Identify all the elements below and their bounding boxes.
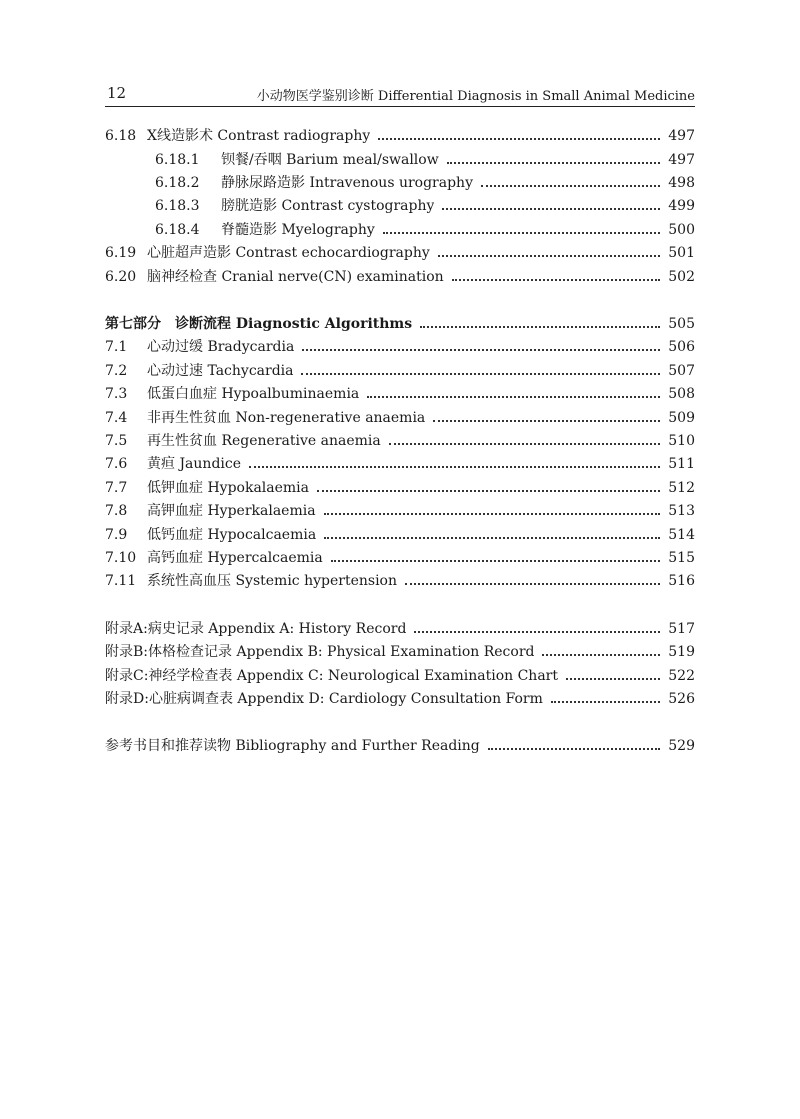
entry-title: 再生性贫血 Regenerative anaemia	[147, 432, 381, 449]
entry-title: 非再生性贫血 Non-regenerative anaemia	[147, 409, 426, 426]
entry-number: 7.11	[105, 573, 137, 590]
toc-entry[interactable]	[105, 383, 695, 406]
entry-number: 7.6	[105, 456, 128, 473]
toc-appendix[interactable]	[105, 664, 695, 687]
dot-leader	[302, 336, 660, 351]
toc-appendix[interactable]	[105, 688, 695, 711]
entry-page: 506	[668, 339, 695, 356]
toc-entry[interactable]	[105, 430, 695, 453]
entry-number: 6.18.2	[155, 175, 200, 192]
section-gap	[105, 593, 695, 617]
dot-leader	[452, 265, 661, 280]
entry-page: 508	[668, 386, 695, 403]
table-of-contents	[105, 125, 695, 758]
dot-leader	[301, 360, 660, 375]
toc-entry[interactable]	[105, 547, 695, 570]
dot-leader	[433, 406, 660, 421]
entry-page: 526	[668, 690, 695, 707]
dot-leader	[324, 523, 660, 538]
entry-title: 心脏超声造影 Contrast echocardiography	[147, 245, 430, 262]
entry-title: X线造影术 Contrast radiography	[147, 128, 371, 145]
entry-page: 500	[668, 221, 695, 238]
entry-page: 517	[668, 620, 695, 637]
toc-entry[interactable]	[105, 523, 695, 546]
toc-entry[interactable]	[105, 242, 695, 265]
dot-leader	[542, 641, 660, 656]
entry-page: 516	[668, 573, 695, 590]
toc-part-heading[interactable]	[105, 313, 695, 336]
entry-page: 514	[668, 526, 695, 543]
dot-leader	[317, 476, 660, 491]
entry-number: 7.1	[105, 339, 128, 356]
entry-title: 钡餐/吞咽 Barium meal/swallow	[221, 151, 439, 168]
dot-leader	[438, 242, 661, 257]
dot-leader	[249, 453, 660, 468]
entry-title: 系统性高血压 Systemic hypertension	[147, 573, 397, 590]
dot-leader	[378, 125, 660, 140]
entry-page: 529	[668, 738, 695, 755]
dot-leader	[383, 219, 660, 234]
toc-entry[interactable]	[105, 476, 695, 499]
entry-title: 膀胱造影 Contrast cystography	[221, 198, 435, 215]
entry-page: 522	[668, 667, 695, 684]
entry-number: 6.18.1	[155, 151, 200, 168]
entry-number: 7.2	[105, 362, 128, 379]
toc-entry[interactable]	[105, 453, 695, 476]
entry-number: 6.18	[105, 128, 137, 145]
entry-number: 6.19	[105, 245, 137, 262]
dot-leader	[324, 500, 661, 515]
toc-entry[interactable]	[105, 336, 695, 359]
toc-entry[interactable]	[105, 125, 695, 148]
dot-leader	[414, 617, 660, 632]
entry-title: 脊髓造影 Myelography	[221, 221, 375, 238]
dot-leader	[442, 195, 660, 210]
entry-title: 高钙血症 Hypercalcaemia	[147, 549, 323, 566]
entry-page: 501	[668, 245, 695, 262]
entry-page: 499	[668, 198, 695, 215]
dot-leader	[447, 148, 661, 163]
toc-bibliography[interactable]	[105, 735, 695, 758]
entry-page: 515	[668, 549, 695, 566]
entry-title: 高钾血症 Hyperkalaemia	[147, 503, 316, 520]
part-title: 第七部分 诊断流程 Diagnostic Algorithms	[105, 316, 413, 333]
dot-leader	[551, 688, 660, 703]
entry-page: 497	[668, 151, 695, 168]
dot-leader	[405, 570, 660, 585]
entry-number: 6.18.3	[155, 198, 200, 215]
entry-number: 7.4	[105, 409, 128, 426]
section-gap	[105, 711, 695, 735]
bibliography-title: 参考书目和推荐读物 Bibliography and Further Reading	[105, 738, 480, 755]
part-page: 505	[668, 316, 695, 333]
entry-number: 7.8	[105, 503, 128, 520]
entry-number: 7.10	[105, 549, 137, 566]
entry-page: 497	[668, 128, 695, 145]
entry-page: 513	[668, 503, 695, 520]
entry-title: 静脉尿路造影 Intravenous urography	[221, 175, 473, 192]
appendix-title: 附录A:病史记录 Appendix A: History Record	[105, 620, 407, 637]
toc-entry[interactable]	[105, 406, 695, 429]
entry-number: 6.20	[105, 268, 137, 285]
dot-leader	[488, 735, 661, 750]
entry-page: 519	[668, 644, 695, 661]
dot-leader	[331, 547, 661, 562]
entry-title: 心动过速 Tachycardia	[147, 362, 294, 379]
toc-entry[interactable]	[105, 265, 695, 288]
toc-entry[interactable]	[105, 570, 695, 593]
entry-page: 509	[668, 409, 695, 426]
entry-page: 512	[668, 479, 695, 496]
dot-leader	[566, 664, 660, 679]
appendix-title: 附录B:体格检查记录 Appendix B: Physical Examination Record	[105, 644, 535, 661]
entry-page: 511	[668, 456, 695, 473]
entry-title: 脑神经检查 Cranial nerve(CN) examination	[147, 268, 444, 285]
entry-title: 黄疸 Jaundice	[147, 456, 242, 473]
running-header	[105, 84, 695, 107]
toc-entry[interactable]	[105, 360, 695, 383]
entry-number: 7.9	[105, 526, 128, 543]
entry-number: 7.7	[105, 479, 128, 496]
entry-title: 低钙血症 Hypocalcaemia	[147, 526, 317, 543]
toc-subentry[interactable]	[105, 219, 695, 242]
entry-page: 502	[668, 268, 695, 285]
dot-leader	[389, 430, 661, 445]
toc-subentry[interactable]	[105, 172, 695, 195]
toc-subentry[interactable]	[105, 148, 695, 171]
appendix-title: 附录D:心脏病调查表 Appendix D: Cardiology Consultation Form	[105, 690, 543, 707]
entry-number: 7.5	[105, 432, 128, 449]
dot-leader	[481, 172, 660, 187]
entry-title: 低蛋白血症 Hypoalbuminaemia	[147, 386, 360, 403]
page-number: 12	[107, 84, 127, 102]
entry-number: 7.3	[105, 386, 128, 403]
entry-page: 507	[668, 362, 695, 379]
entry-title: 心动过缓 Bradycardia	[147, 339, 295, 356]
entry-page: 510	[668, 432, 695, 449]
dot-leader	[367, 383, 660, 398]
toc-appendix[interactable]	[105, 641, 695, 664]
entry-number: 6.18.4	[155, 221, 200, 238]
toc-appendix[interactable]	[105, 617, 695, 640]
entry-page: 498	[668, 175, 695, 192]
appendix-title: 附录C:神经学检查表 Appendix C: Neurological Examination Chart	[105, 667, 558, 684]
section-gap	[105, 289, 695, 313]
entry-title: 低钾血症 Hypokalaemia	[147, 479, 309, 496]
toc-subentry[interactable]	[105, 195, 695, 218]
toc-entry[interactable]	[105, 500, 695, 523]
dot-leader	[420, 313, 660, 328]
running-title: 小动物医学鉴别诊断 Differential Diagnosis in Small Animal Medicine	[256, 89, 695, 104]
